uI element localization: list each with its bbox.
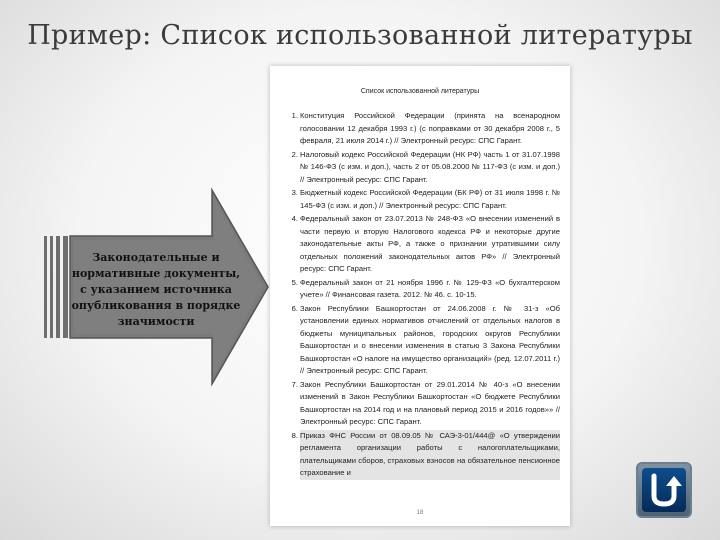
list-item: [284, 149, 560, 187]
list-item-number: 7.: [291, 379, 298, 389]
list-item: [284, 303, 560, 378]
arrow-caption: Законодательные и нормативные документы, с указанием источника опубликования в порядке значимости: [71, 251, 241, 328]
return-arrow-icon: [642, 468, 686, 512]
list-item-text: Конституция Российской Федерации (принята на всенародном голосовании 12 декабря 1993 г.) (с поправками от 30 декабря 2008 г., 5 февраля, 21 июля 2014 г.) // Электронный ресурс: СПС Гарант.: [300, 111, 560, 145]
list-item-text: Налоговый кодекс Российской Федерации (НК РФ) часть 1 от 31.07.1998 № 146-ФЗ (с изм. и доп.), часть 2 от 05.08.2000 № 117-ФЗ (с изм. и доп.) // Электронный ресурс: СПС Гарант.: [300, 149, 560, 184]
list-item-number: 5.: [291, 277, 298, 287]
list-item-text: Закон Республики Башкортостан от 24.06.2008 г. № 31-з «Об установлении единых нормативов отчислений от отдельных налогов в бюджеты муниципальных районов, городских округов Республики Башкортостан и о внесении изменения в статью 3 Закона Республики Башкортостан «О налоге на имущество организаций» (ред. 12.07.2011 г.) // Электронный ресурс: СПС Гарант.: [300, 303, 560, 375]
slide-title: Пример: Список использованной литературы: [27, 20, 693, 51]
list-item-highlighted: [284, 430, 560, 480]
list-item-number: 2.: [291, 149, 298, 159]
list-item-number: 1.: [291, 111, 298, 120]
list-item: [284, 110, 560, 148]
list-item-number: 8.: [291, 430, 298, 440]
list-item-number: 6.: [291, 303, 298, 313]
page-number: 18: [416, 510, 424, 516]
return-button-face[interactable]: [642, 468, 686, 512]
list-item-number: 3.: [291, 188, 298, 197]
reference-list: [284, 110, 560, 481]
document-page: [270, 66, 570, 526]
list-item-number: 4.: [291, 214, 298, 223]
list-item-text: Закон Республики Башкортостан от 29.01.2014 № 40-з «О внесении изменений в Закон Республики Башкортостан «О бюджете Республики Башкортостан на 2014 год и на плановый период 2015 и 2016 годов»» // Электронный ресурс: СПС Гарант.: [300, 379, 560, 426]
list-item: [284, 213, 560, 276]
list-item-text: Приказ ФНС России от 08.09.05 № САЭ-3-01/444@ «О утверждении регламента организации работы с налогоплательщиками, плательщиками сборов, страховых взносов на обязательное пенсионное страхование и: [300, 430, 560, 480]
return-button[interactable]: [636, 462, 692, 518]
list-item-text: Бюджетный кодекс Российской Федерации (БК РФ) от 31 июля 1998 г. № 145-ФЗ (с изм. и доп.) // Электронный ресурс: СПС Гарант.: [300, 188, 560, 210]
list-item-text: Федеральный закон от 21 ноября 1996 г. № 129-ФЗ «О бухгалтерском учете» // Финансовая газета. 2012. № 46. с. 10-15.: [300, 277, 560, 299]
list-item: [284, 277, 560, 302]
list-item: [284, 379, 560, 429]
list-item: [284, 187, 560, 212]
list-item-text: Федеральный закон от 23.07.2013 № 248-ФЗ «О внесении изменений в части первую и вторую Налогового кодекса РФ и некоторые другие законодательные акты РФ, а также о признании утратившими силу отдельных положений законодательных актов РФ» // Электронный ресурс: СПС Гарант.: [300, 214, 560, 273]
arrow-stripes: [44, 236, 68, 338]
document-title: Список использованной литературы: [360, 88, 480, 95]
